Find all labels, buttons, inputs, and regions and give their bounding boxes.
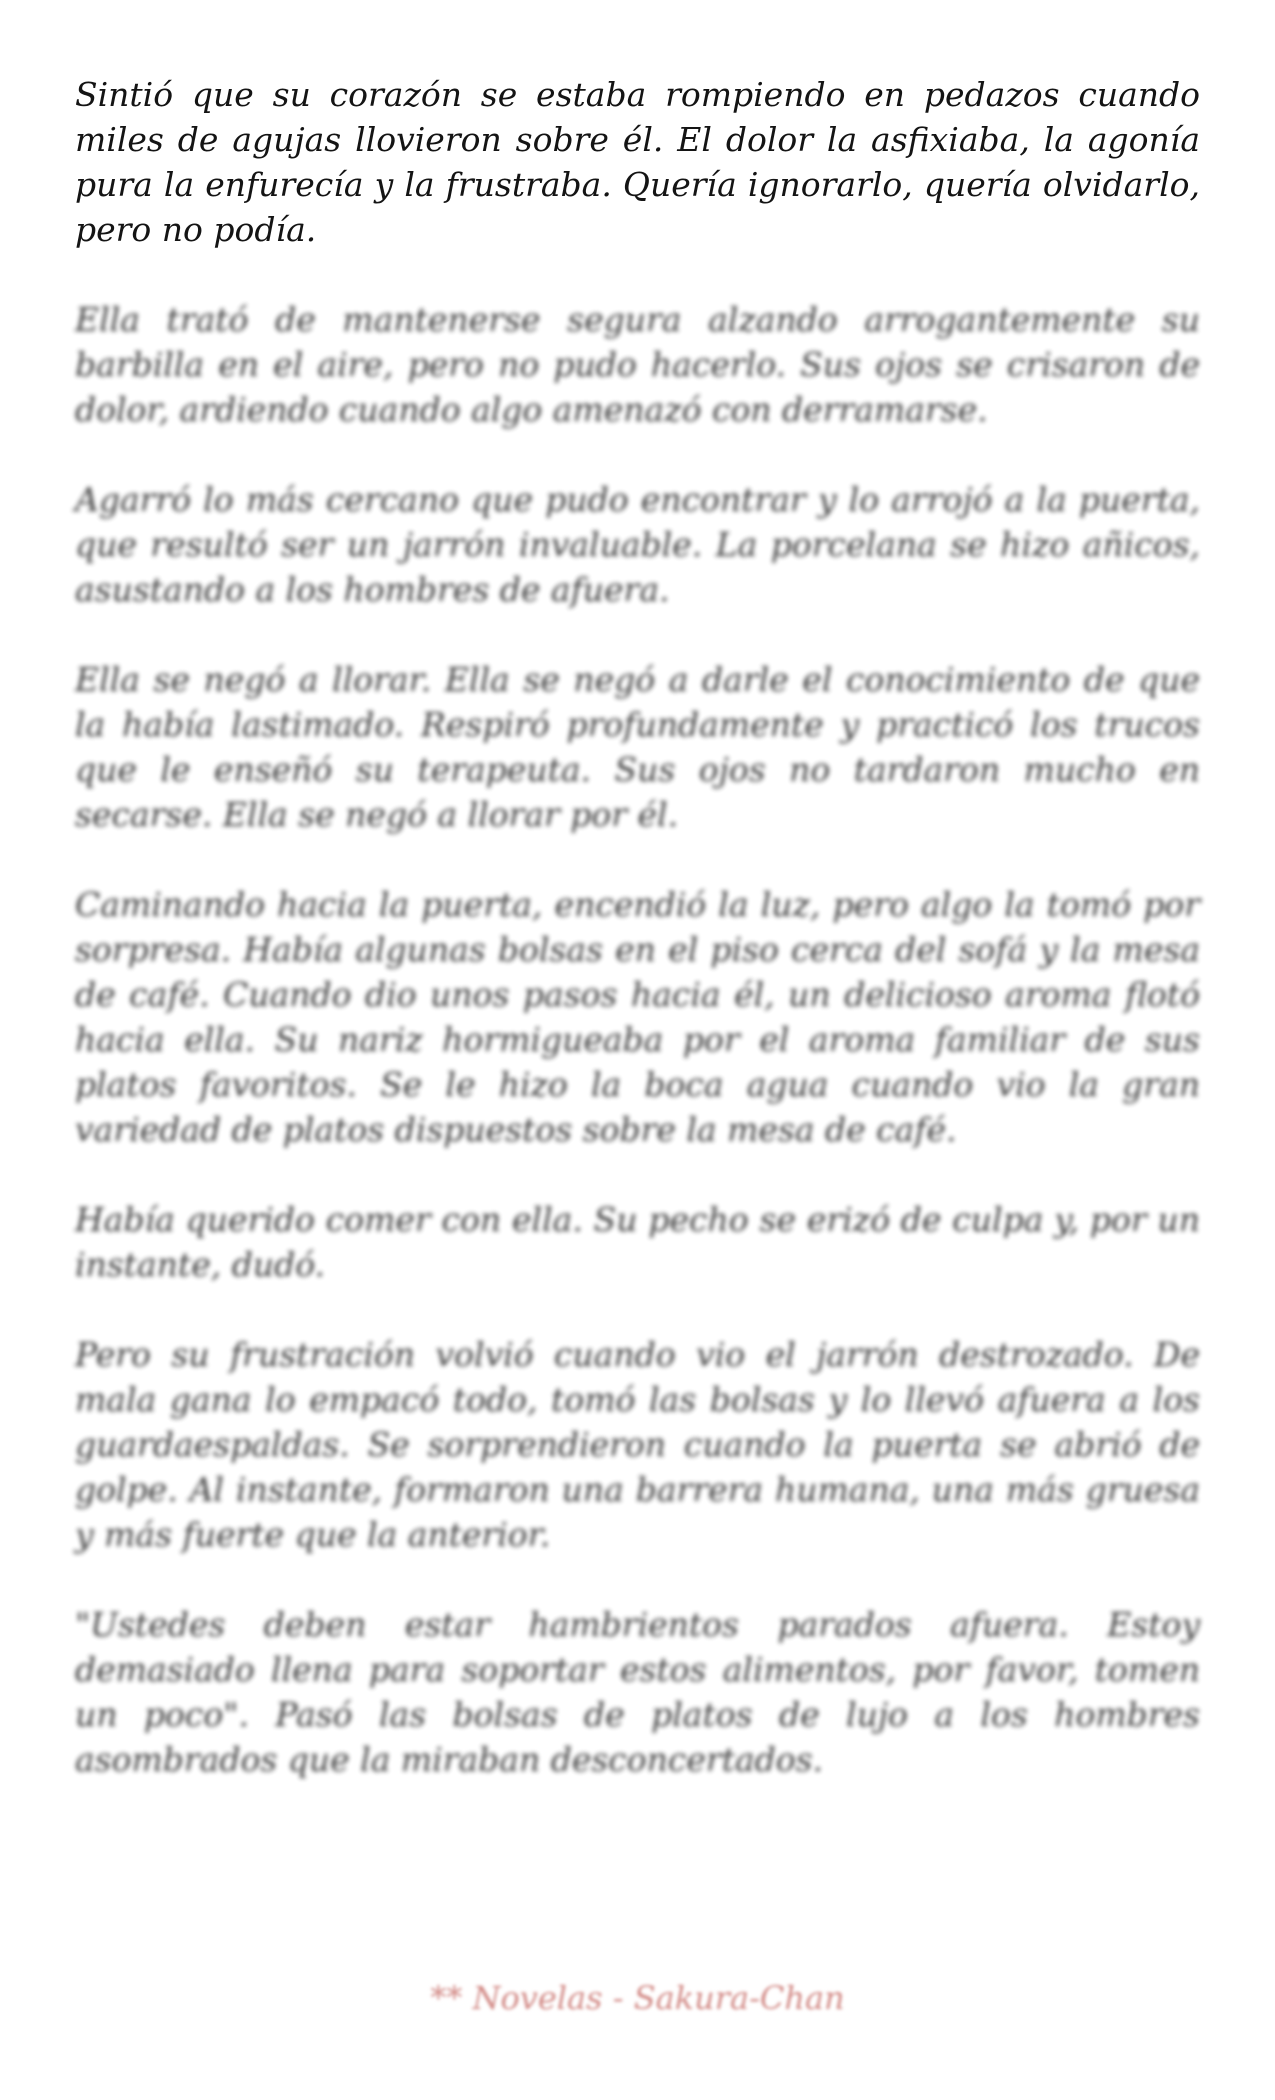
text-column [75,72,1200,1827]
paragraph-4: Ella se negó a llorar. Ella se negó a darle el conocimiento de que la había lastimado. Respiró profundamente y practicó los trucos que le enseñó su terapeuta. Sus ojos no tardaron mucho en secarse. Ella se negó a llorar por él. [75,660,1200,834]
paragraph-5: Caminando hacia la puerta, encendió la luz, pero algo la tomó por sorpresa. Había algunas bolsas en el piso cerca del sofá y la mesa de café. Cuando dio unos pasos hacia él, un delicioso aroma flotó hacia ella. Su nariz hormigueaba por el aroma familiar de sus platos favoritos. Se le hizo la boca agua cuando vio la gran variedad de platos dispuestos sobre la mesa de café. [75,885,1200,1149]
paragraph-6: Había querido comer con ella. Su pecho se erizó de culpa y, por un instante, dudó. [75,1200,1200,1284]
paragraph-1: Sintió que su corazón se estaba rompiendo en pedazos cuando miles de agujas llovieron sobre él. El dolor la asfixiaba, la agonía pura la enfurecía y la frustraba. Quería ignorarlo, quería olvidarlo, pero no podía. [75,75,1200,249]
watermark: ** Novelas - Sakura-Chan [430,1979,845,2017]
paragraph-3: Agarró lo más cercano que pudo encontrar y lo arrojó a la puerta, que resultó ser un jarrón invaluable. La porcelana se hizo añicos, asustando a los hombres de afuera. [75,480,1200,609]
paragraph-8: "Ustedes deben estar hambrientos parados afuera. Estoy demasiado llena para soportar estos alimentos, por favor, tomen un poco". Pasó las bolsas de platos de lujo a los hombres asombrados que la miraban desconcertados. [75,1605,1200,1779]
paragraph-7: Pero su frustración volvió cuando vio el jarrón destrozado. De mala gana lo empacó todo, tomó las bolsas y lo llevó afuera a los guardaespaldas. Se sorprendieron cuando la puerta se abrió de golpe. Al instante, formaron una barrera humana, una más gruesa y más fuerte que la anterior. [75,1335,1200,1554]
paragraph-2: Ella trató de mantenerse segura alzando arrogantemente su barbilla en el aire, pero no pudo hacerlo. Sus ojos se crisaron de dolor, ardiendo cuando algo amenazó con derramarse. [75,300,1200,429]
